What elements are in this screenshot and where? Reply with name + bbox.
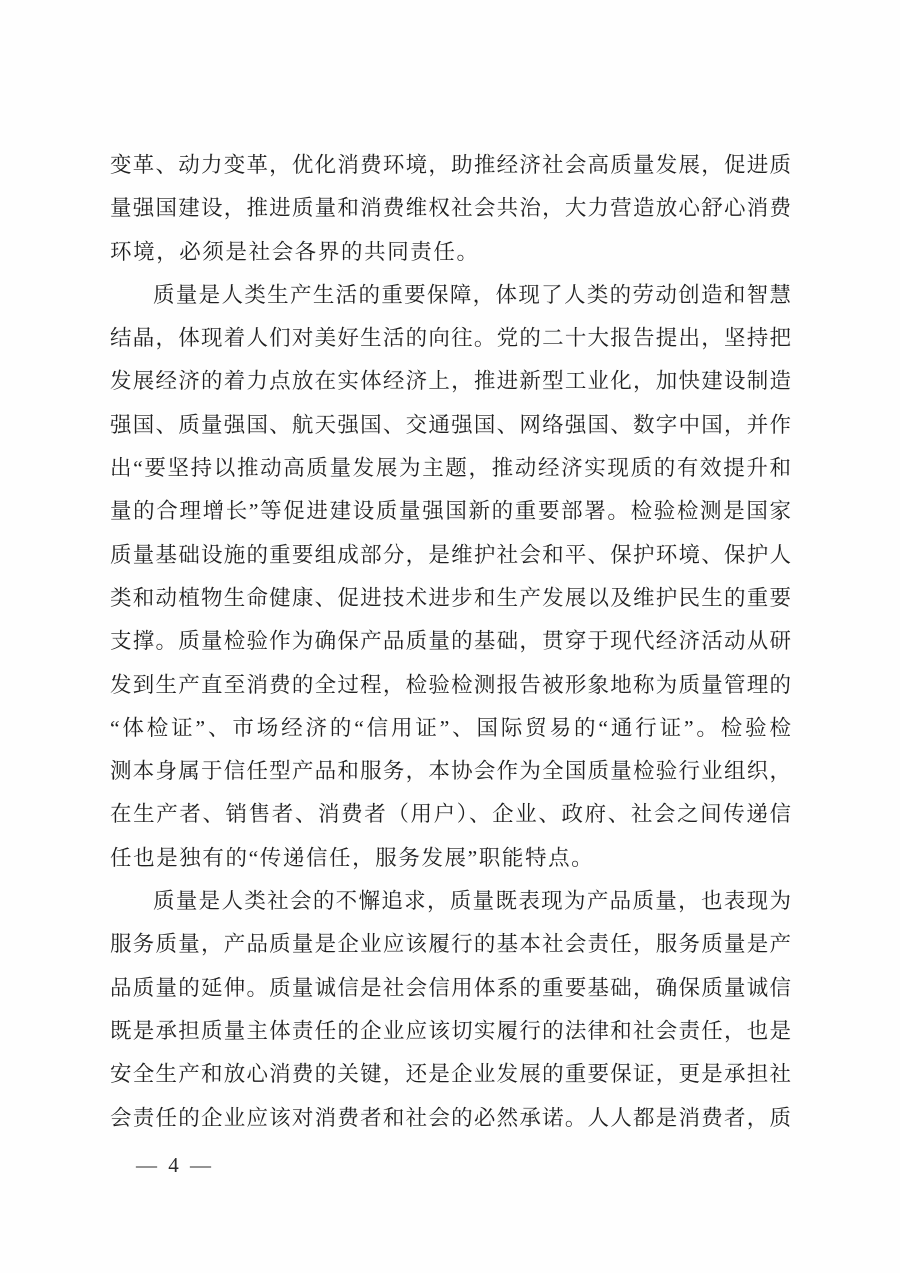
text-line: 服务质量，产品质量是企业应该履行的基本社会责任，服务质量是产 <box>110 932 791 957</box>
text-line: 类和动植物生命健康、促进技术进步和生产发展以及维护民生的重要 <box>110 585 791 610</box>
text-line: 品质量的延伸。质量诚信是社会信用体系的重要基础，确保质量诚信 <box>110 975 791 1000</box>
text-line: 质量是人类生产生活的重要保障，体现了人类的劳动创造和智慧 <box>153 282 791 307</box>
text-line: 在生产者、销售者、消费者（用户）、企业、政府、社会之间传递信 <box>110 802 791 827</box>
text-line: 任也是独有的“传递信任，服务发展”职能特点。 <box>110 845 595 870</box>
text-line: 质量基础设施的重要组成部分，是维护社会和平、保护环境、保护人 <box>110 542 791 567</box>
text-line: 变革、动力变革，优化消费环境，助推经济社会高质量发展，促进质 <box>110 153 791 177</box>
text-line: 发到生产直至消费的全过程，检验检测报告被形象地称为质量管理的 <box>110 672 791 697</box>
text-line: 会责任的企业应该对消费者和社会的必然承诺。人人都是消费者，质 <box>110 1105 791 1130</box>
text-line: 结晶，体现着人们对美好生活的向往。党的二十大报告提出，坚持把 <box>110 326 791 351</box>
text-line: 既是承担质量主体责任的企业应该切实履行的法律和社会责任，也是 <box>110 1018 791 1043</box>
text-line: “体检证”、市场经济的“信用证”、国际贸易的“通行证”。检验检 <box>110 715 791 740</box>
document-body <box>110 144 791 1140</box>
text-line: 测本身属于信任型产品和服务，本协会作为全国质量检验行业组织， <box>110 759 791 784</box>
text-line: 量强国建设，推进质量和消费维权社会共治，大力营造放心舒心消费 <box>110 196 791 221</box>
text-line: 安全生产和放心消费的关键，还是企业发展的重要保证，更是承担社 <box>110 1062 791 1087</box>
text-line: 发展经济的着力点放在实体经济上，推进新型工业化，加快建设制造 <box>110 369 791 394</box>
text-line: 强国、质量强国、航天强国、交通强国、网络强国、数字中国，并作 <box>110 412 791 437</box>
text-line: 支撑。质量检验作为确保产品质量的基础，贯穿于现代经济活动从研 <box>110 629 791 654</box>
page-number: — 4 — <box>136 1153 214 1177</box>
text-line: 质量是人类社会的不懈追求，质量既表现为产品质量，也表现为 <box>153 889 791 914</box>
text-line: 量的合理增长”等促进建设质量强国新的重要部署。检验检测是国家 <box>110 499 791 524</box>
text-line: 出“要坚持以推动高质量发展为主题，推动经济实现质的有效提升和 <box>110 456 791 481</box>
text-line: 环境，必须是社会各界的共同责任。 <box>110 239 480 264</box>
